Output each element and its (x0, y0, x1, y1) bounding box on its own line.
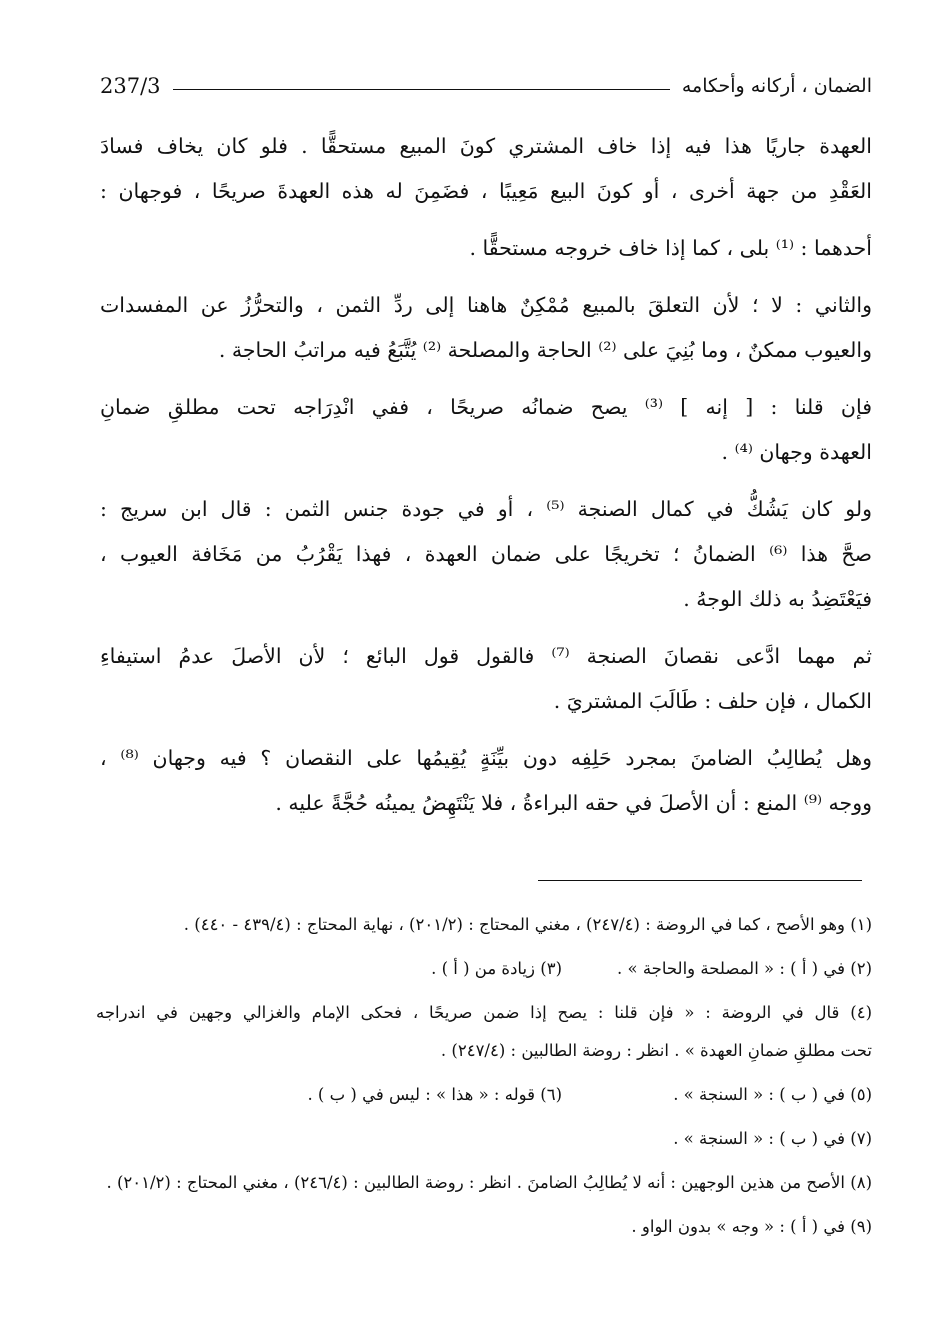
text-line: ثم مهما ادَّعى نقصانَ الصنجة ⁽⁷⁾ فالقول قول البائع ؛ لأن الأصلَ عدمُ استيفاءِ (100, 644, 872, 668)
paragraph (100, 385, 872, 475)
paragraph (100, 124, 872, 214)
header-rule (173, 89, 670, 90)
text-line: العَقْدِ من جهة أخرى ، أو كونَ البيع مَعِيبًا ، فضَمِنَ له هذه العهدةَ صريحًا ، فوجهان : (100, 179, 872, 203)
paragraph (100, 736, 872, 826)
footnote: (٦) قوله : « هذا » : ليس في ( ب ) . (307, 1085, 562, 1104)
paragraph (100, 634, 872, 724)
text-line: والعيوب ممكنٌ ، وما بُنِيَ على ⁽²⁾ الحاجة والمصلحة ⁽²⁾ يُتَّبَعُ فيه مراتبُ الحاجة . (218, 338, 872, 362)
footnote: (٥) في ( ب ) : « السنجة » . (673, 1085, 872, 1104)
footnote-line: (٤) قال في الروضة : « فإن قلنا : يصح إذا ضمن صريحًا ، فحكى الإمام والغزالي وجهين في اندراجه (96, 1003, 872, 1022)
footnote (96, 994, 872, 1070)
text-line: ولو كان يَشُكُّ في كمال الصنجة ⁽⁵⁾ ، أو في جودة جنس الثمن : قال ابن سريج : (100, 497, 872, 521)
footnote: (٧) في ( ب ) : « السنجة » . (673, 1129, 872, 1148)
text-line: أحدهما : ⁽¹⁾ بلى ، كما إذا خاف خروجه مستحقًّا . (469, 236, 872, 260)
footnote: (٢) في ( أ ) : « المصلحة والحاجة » . (616, 959, 872, 978)
text-line: فيَعْتَضِدُ به ذلك الوجهُ . (683, 587, 872, 611)
running-header (100, 68, 872, 104)
text-line: العهدة وجهان ⁽⁴⁾ . (721, 440, 872, 464)
footnote-separator (538, 880, 862, 881)
footnote: (١) وهو الأصح ، كما في الروضة : (٢٤٧/٤) ، مغني المحتاج : (٢٠١/٢) ، نهاية المحتاج : (٤٣٩/٤ - ٤٤٠) . (183, 915, 872, 934)
footnotes (96, 906, 872, 1252)
page-number: 237/3 (100, 74, 161, 98)
main-text (100, 124, 872, 838)
footnote: (٣) زيادة من ( أ ) . (431, 959, 562, 978)
text-line: ووجه ⁽⁹⁾ المنع : أن الأصلَ في حقه البراءةُ ، فلا يَنْتَهِضُ يمينُه حُجَّةً عليه . (275, 791, 872, 815)
text-line: الكمال ، فإن حلف : طَالَبَ المشتريَ . (553, 689, 872, 713)
text-line: العهدة جاريًا هذا فيه إذا خاف المشتري كونَ المبيع مستحقًّا . فلو كان يخاف فسادَ (100, 134, 872, 158)
text-line: فإن قلنا : [ إنه ] ⁽³⁾ يصح ضمانُه صريحًا ، ففي انْدِرَاجه تحت مطلقِ ضمانِ (100, 395, 872, 419)
footnote-row (96, 950, 872, 988)
text-line: صحَّ هذا ⁽⁶⁾ الضمانُ ؛ تخريجًا على ضمان العهدة ، فهذا يَقْرُبُ من مَخَافة العيوب ، (100, 542, 872, 566)
text-line: والثاني : لا ؛ لأن التعلقَ بالمبيع مُمْكِنٌ هاهنا إلى ردِّ الثمن ، والتحرُّزُ عن المفسدات (100, 293, 872, 317)
footnote: (٩) في ( أ ) : « وجه » بدون الواو . (631, 1217, 872, 1236)
footnote-row (96, 1076, 872, 1114)
paragraph (100, 283, 872, 373)
header-title: الضمان ، أركانه وأحكامه (681, 75, 872, 97)
text-line: وهل يُطالِبُ الضامنَ بمجرد حَلِفِه دون بيِّنَةٍ يُقِيمُها على النقصان ؟ فيه وجهان ⁽⁸⁾ ، (100, 746, 872, 770)
paragraph (100, 226, 872, 271)
paragraph (100, 487, 872, 622)
footnote-line: تحت مطلقِ ضمانِ العهدة » . انظر : روضة الطالبين : (٢٤٧/٤) . (440, 1041, 872, 1060)
footnote: (٨) الأصح من هذين الوجهين : أنه لا يُطالِبُ الضامنَ . انظر : روضة الطالبين : (٢٤٦/٤) ، مغني المحتاج : (٢٠١/٢) . (106, 1173, 872, 1192)
